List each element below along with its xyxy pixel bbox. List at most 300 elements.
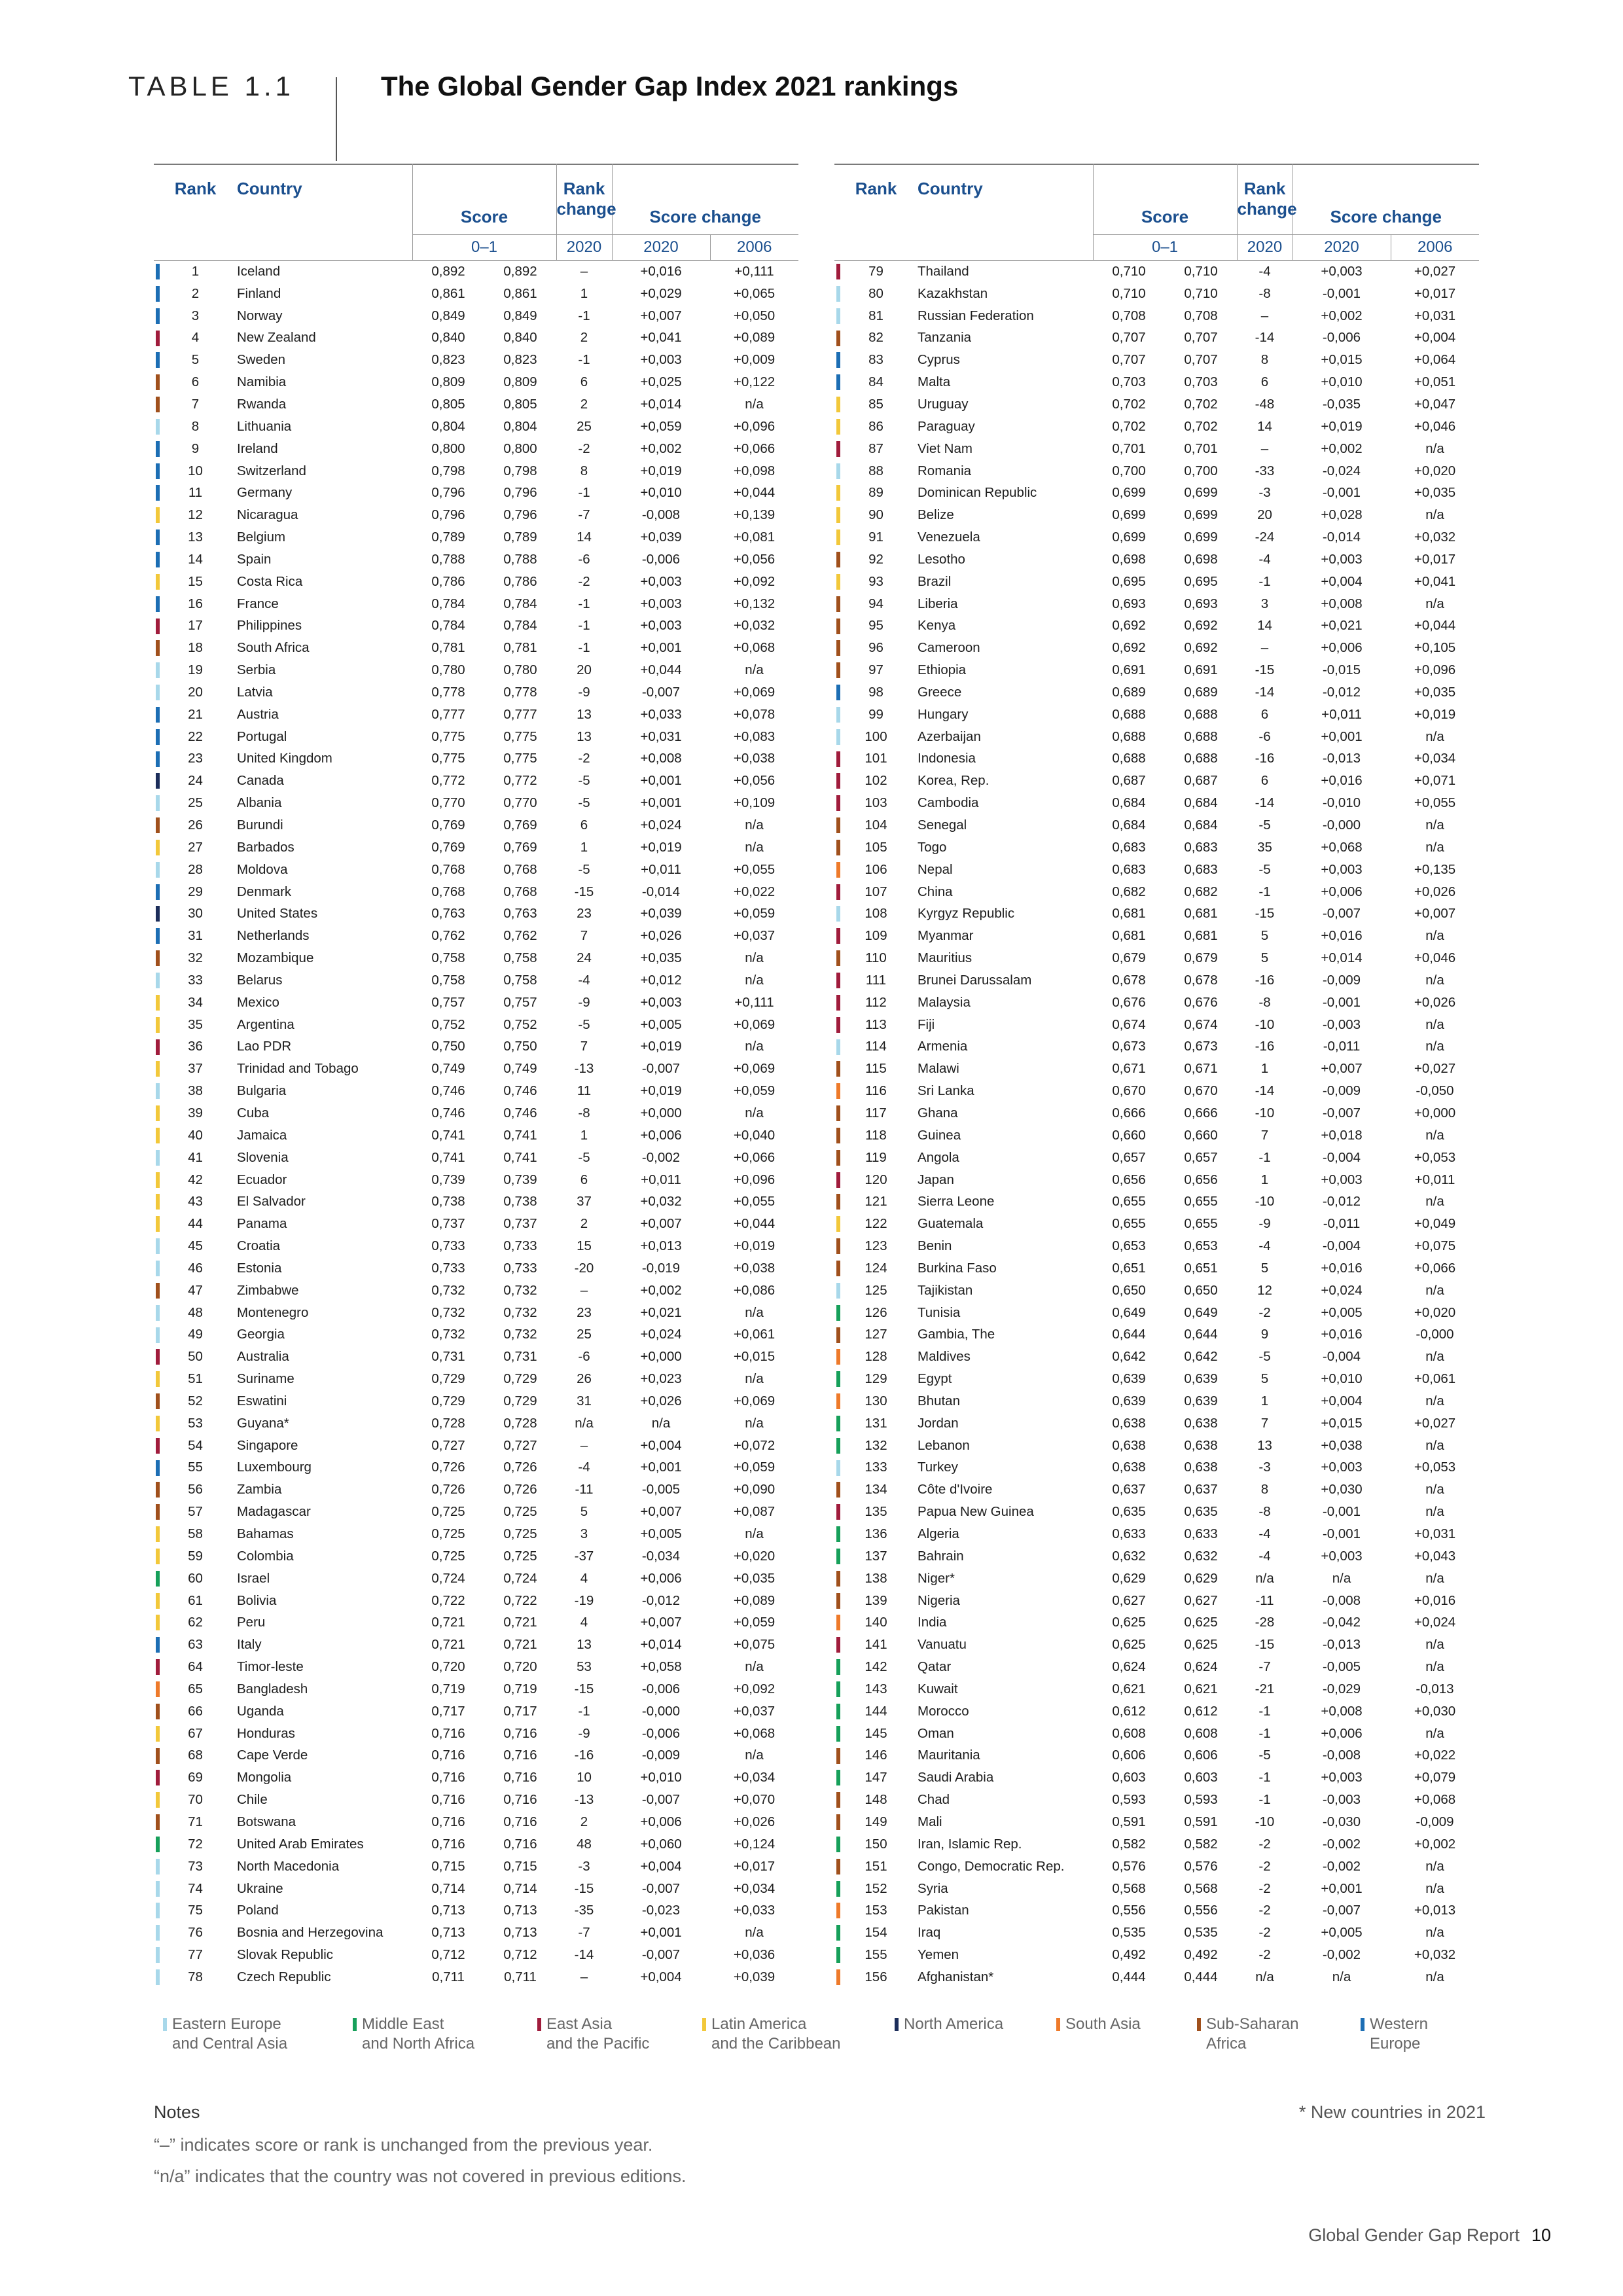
score-change-2006-cell: n/a <box>1425 440 1444 456</box>
table-row <box>154 460 798 482</box>
score-change-2020-cell: +0,026 <box>640 1393 682 1408</box>
score-change-2020-cell: +0,008 <box>1321 1703 1363 1719</box>
score-change-2020-cell: -0,002 <box>1322 1947 1361 1963</box>
region-marker <box>834 1899 849 1922</box>
score-change-2020-cell: +0,003 <box>640 994 682 1010</box>
region-color-bar <box>156 1969 160 1985</box>
region-marker <box>834 1412 849 1435</box>
score-2020-cell: 0,777 <box>503 706 537 722</box>
score-change-2020-cell: -0,023 <box>641 1903 681 1918</box>
rank-cell: 98 <box>868 684 883 700</box>
score-change-2020-cell: +0,003 <box>1321 1172 1363 1187</box>
score-change-2020-cell: +0,007 <box>640 1216 682 1232</box>
score-2020-cell: 0,556 <box>1184 1903 1218 1918</box>
region-marker <box>154 1723 168 1745</box>
legend-swatch <box>537 2018 541 2031</box>
region-marker <box>834 1723 849 1745</box>
rank-cell: 110 <box>865 950 887 966</box>
table-row <box>834 1435 1479 1457</box>
score-change-2006-cell: +0,027 <box>1414 263 1456 279</box>
rank-cell: 62 <box>188 1615 203 1630</box>
score-change-2006-cell: +0,038 <box>733 1260 776 1276</box>
country-cell: Bangladesh <box>237 1681 308 1696</box>
score-change-2006-cell: +0,035 <box>733 1570 776 1586</box>
region-color-bar <box>156 862 160 878</box>
region-marker <box>154 1213 168 1235</box>
table-row <box>154 1634 798 1656</box>
region-marker <box>154 1966 168 1988</box>
country-cell: Luxembourg <box>237 1460 312 1475</box>
score-2020-cell: 0,716 <box>503 1725 537 1741</box>
score-2020-cell: 0,691 <box>1184 662 1218 678</box>
rank-cell: 91 <box>868 529 883 545</box>
score-change-2020-cell: +0,019 <box>640 1039 682 1054</box>
score-cell: 0,763 <box>431 906 465 922</box>
score-cell: 0,692 <box>1112 640 1146 656</box>
score-cell: 0,651 <box>1112 1260 1146 1276</box>
rank-change-cell: 53 <box>577 1659 592 1675</box>
country-cell: Myanmar <box>918 928 974 944</box>
rank-cell: 99 <box>868 706 883 722</box>
rank-cell: 44 <box>188 1216 203 1232</box>
score-change-2020-cell: +0,044 <box>640 662 682 678</box>
rank-cell: 128 <box>865 1349 887 1365</box>
rank-change-cell: -15 <box>574 1681 594 1696</box>
region-marker <box>834 1568 849 1590</box>
rank-cell: 22 <box>188 728 203 744</box>
table-row <box>154 1412 798 1435</box>
table-row <box>154 637 798 659</box>
region-color-bar <box>836 308 840 324</box>
table-row <box>154 1147 798 1169</box>
table-row <box>834 416 1479 438</box>
table-row <box>834 1169 1479 1191</box>
rank-change-cell: – <box>580 1282 588 1298</box>
rank-change-cell: -16 <box>1255 972 1275 988</box>
score-2020-cell: 0,738 <box>503 1194 537 1210</box>
country-cell: Honduras <box>237 1725 295 1741</box>
score-2020-cell: 0,606 <box>1184 1748 1218 1763</box>
region-color-bar <box>836 1371 840 1387</box>
score-change-2006-cell: +0,040 <box>733 1127 776 1143</box>
score-2020-cell: 0,625 <box>1184 1637 1218 1653</box>
rank-change-cell: -11 <box>1255 1592 1274 1608</box>
score-change-2020-cell: +0,068 <box>1321 839 1363 855</box>
score-2020-cell: 0,674 <box>1184 1016 1218 1032</box>
country-cell: Ecuador <box>237 1172 287 1187</box>
rank-cell: 26 <box>188 817 203 833</box>
score-cell: 0,638 <box>1112 1437 1146 1453</box>
region-color-bar <box>836 1593 840 1609</box>
rank-cell: 67 <box>188 1725 203 1741</box>
table-row <box>834 1568 1479 1590</box>
country-cell: Iran, Islamic Rep. <box>918 1836 1022 1852</box>
region-marker <box>154 681 168 704</box>
score-change-2020-cell: +0,029 <box>640 285 682 301</box>
score-change-2020-cell: +0,015 <box>1321 1415 1363 1431</box>
table-row <box>154 393 798 416</box>
table-row <box>834 1611 1479 1634</box>
country-cell: Norway <box>237 308 283 323</box>
score-change-2006-cell: n/a <box>1425 1858 1444 1874</box>
country-cell: Georgia <box>237 1327 285 1342</box>
region-color-bar <box>156 1371 160 1387</box>
rank-change-cell: -3 <box>1258 485 1271 501</box>
legend-item <box>362 2015 474 2054</box>
table-row <box>154 1611 798 1634</box>
rank-cell: 45 <box>188 1238 203 1254</box>
legend-item <box>1065 2015 1141 2034</box>
table-number: TABLE 1.1 <box>128 71 294 101</box>
page-title: The Global Gender Gap Index 2021 rankings <box>381 71 959 101</box>
score-2020-cell: 0,715 <box>503 1858 537 1874</box>
rank-change-cell: -5 <box>1258 861 1271 877</box>
country-cell: Iraq <box>918 1925 941 1941</box>
rank-cell: 147 <box>865 1770 887 1785</box>
score-change-2020-cell: -0,004 <box>1322 1238 1361 1254</box>
score-change-2006-cell: n/a <box>1425 728 1444 744</box>
region-color-bar <box>156 1128 160 1143</box>
score-cell: 0,535 <box>1112 1925 1146 1941</box>
score-cell: 0,683 <box>1112 861 1146 877</box>
score-change-2020-cell: +0,038 <box>1321 1437 1363 1453</box>
rank-change-cell: 14 <box>577 529 592 545</box>
country-cell: Bolivia <box>237 1592 277 1608</box>
score-change-2020-cell: -0,002 <box>1322 1836 1361 1852</box>
rank-cell: 100 <box>865 728 887 744</box>
region-marker <box>154 1102 168 1124</box>
score-change-2020-cell: +0,003 <box>640 618 682 634</box>
table-row <box>154 1457 798 1479</box>
rank-cell: 122 <box>865 1216 887 1232</box>
score-cell: 0,727 <box>431 1437 465 1453</box>
score-change-2020-cell: +0,002 <box>1321 308 1363 323</box>
region-color-bar <box>836 1637 840 1653</box>
country-cell: Zimbabwe <box>237 1282 299 1298</box>
score-cell: 0,711 <box>432 1969 465 1984</box>
region-marker <box>154 1346 168 1368</box>
rank-cell: 38 <box>188 1083 203 1099</box>
score-cell: 0,716 <box>431 1814 465 1829</box>
region-color-bar <box>836 1726 840 1742</box>
table-row <box>834 881 1479 903</box>
region-marker <box>154 349 168 371</box>
country-cell: Israel <box>237 1570 270 1586</box>
score-change-2006-cell: +0,122 <box>733 374 776 390</box>
score-2020-cell: 0,733 <box>503 1238 537 1254</box>
rank-cell: 55 <box>188 1460 203 1475</box>
score-change-2006-cell: n/a <box>745 950 764 966</box>
header-country: Country <box>237 179 302 198</box>
region-color-bar <box>836 1837 840 1852</box>
table-row <box>834 1368 1479 1390</box>
score-change-2006-cell: +0,031 <box>1414 308 1456 323</box>
region-color-bar <box>836 1615 840 1630</box>
table-row <box>834 1922 1479 1944</box>
region-color-bar <box>156 1150 160 1166</box>
region-color-bar <box>836 1261 840 1276</box>
rank-change-cell: n/a <box>1255 1969 1274 1984</box>
score-cell: 0,688 <box>1112 751 1146 766</box>
score-change-2020-cell: +0,001 <box>640 1925 682 1941</box>
rank-change-cell: -48 <box>1255 396 1275 412</box>
region-color-bar <box>836 884 840 900</box>
score-change-2020-cell: +0,011 <box>1321 706 1362 722</box>
country-cell: China <box>918 884 953 899</box>
score-cell: 0,712 <box>431 1947 465 1963</box>
region-marker <box>834 681 849 704</box>
score-cell: 0,676 <box>1112 994 1146 1010</box>
score-cell: 0,710 <box>1112 285 1146 301</box>
country-cell: Moldova <box>237 861 288 877</box>
score-change-2006-cell: n/a <box>1425 1039 1444 1054</box>
region-marker <box>834 1302 849 1324</box>
table-row <box>834 1944 1479 1966</box>
score-change-2006-cell: n/a <box>745 1925 764 1941</box>
rank-change-cell: -21 <box>1255 1681 1275 1696</box>
region-marker <box>834 305 849 327</box>
region-marker <box>154 992 168 1014</box>
table-row <box>834 637 1479 659</box>
region-marker <box>834 327 849 350</box>
country-cell: Finland <box>237 285 281 301</box>
rank-change-cell: 8 <box>580 463 588 478</box>
table-row <box>154 260 798 283</box>
score-cell: 0,716 <box>431 1725 465 1741</box>
score-change-2006-cell: +0,026 <box>1414 994 1456 1010</box>
score-change-2006-cell: +0,111 <box>734 994 774 1010</box>
score-change-2006-cell: +0,061 <box>733 1327 776 1342</box>
table-row <box>834 748 1479 770</box>
rank-change-cell: 1 <box>1260 1061 1269 1077</box>
score-change-2006-cell: +0,044 <box>733 1216 776 1232</box>
region-color-bar <box>156 1615 160 1630</box>
rank-cell: 148 <box>865 1792 887 1808</box>
score-2020-cell: 0,861 <box>503 285 537 301</box>
score-change-2020-cell: -0,001 <box>1322 285 1361 301</box>
region-color-bar <box>156 1039 160 1055</box>
table-row <box>154 1124 798 1147</box>
rank-change-cell: n/a <box>1255 1570 1274 1586</box>
table-row <box>154 1257 798 1280</box>
header-score: Score <box>1093 199 1237 235</box>
region-marker <box>834 1014 849 1036</box>
score-change-2020-cell: -0,007 <box>641 1880 681 1896</box>
score-2020-cell: 0,800 <box>503 440 537 456</box>
score-change-2020-cell: -0,003 <box>1322 1016 1361 1032</box>
region-color-bar <box>836 1504 840 1520</box>
country-cell: United States <box>237 906 318 922</box>
region-marker <box>834 947 849 969</box>
table-row <box>154 1014 798 1036</box>
rank-cell: 115 <box>865 1061 887 1077</box>
score-cell: 0,757 <box>431 994 465 1010</box>
score-2020-cell: 0,692 <box>1184 618 1218 634</box>
table-row <box>154 1390 798 1412</box>
rank-change-cell: -4 <box>578 972 590 988</box>
rank-change-cell: -4 <box>1258 1238 1271 1254</box>
country-cell: Dominican Republic <box>918 485 1037 501</box>
score-change-2020-cell: +0,014 <box>1321 950 1363 966</box>
score-2020-cell: 0,660 <box>1184 1127 1218 1143</box>
region-marker <box>834 1678 849 1700</box>
region-color-bar <box>156 1837 160 1852</box>
score-change-2006-cell: n/a <box>745 972 764 988</box>
rank-change-cell: -8 <box>1258 994 1271 1010</box>
score-change-2020-cell: +0,011 <box>641 1172 681 1187</box>
rank-change-cell: n/a <box>575 1415 594 1431</box>
region-color-bar <box>836 1238 840 1254</box>
score-change-2006-cell: +0,135 <box>1414 861 1456 877</box>
region-marker <box>834 1745 849 1767</box>
table-row <box>834 1390 1479 1412</box>
rank-cell: 20 <box>188 684 203 700</box>
score-2020-cell: 0,689 <box>1184 684 1218 700</box>
score-change-2006-cell: +0,032 <box>733 618 776 634</box>
region-marker <box>834 637 849 659</box>
score-2020-cell: 0,698 <box>1184 551 1218 567</box>
region-color-bar <box>156 1881 160 1897</box>
score-change-2020-cell: +0,060 <box>640 1836 682 1852</box>
score-change-2006-cell: n/a <box>1425 1349 1444 1365</box>
country-cell: Guinea <box>918 1127 961 1143</box>
score-cell: 0,693 <box>1112 596 1146 611</box>
region-color-bar <box>156 995 160 1011</box>
region-color-bar <box>836 1416 840 1431</box>
rank-cell: 92 <box>868 551 883 567</box>
score-change-2020-cell: +0,008 <box>640 751 682 766</box>
region-color-bar <box>836 1327 840 1343</box>
region-marker <box>154 327 168 350</box>
score-2020-cell: 0,728 <box>503 1415 537 1431</box>
header-2020: 2020 <box>1237 235 1293 260</box>
country-cell: Sri Lanka <box>918 1083 974 1099</box>
score-change-2020-cell: +0,006 <box>1321 884 1363 899</box>
rank-cell: 114 <box>865 1039 887 1054</box>
score-cell: 0,695 <box>1112 573 1146 589</box>
score-change-2020-cell: +0,013 <box>640 1238 682 1254</box>
rank-cell: 102 <box>865 773 887 789</box>
table-row <box>154 571 798 593</box>
score-change-2006-cell: +0,098 <box>733 463 776 478</box>
score-2020-cell: 0,716 <box>503 1836 537 1852</box>
rank-change-cell: -3 <box>578 1858 590 1874</box>
country-cell: Slovenia <box>237 1149 289 1165</box>
score-cell: 0,681 <box>1112 906 1146 922</box>
table-row <box>834 726 1479 748</box>
region-marker <box>834 1235 849 1257</box>
rank-change-cell: 7 <box>1260 1415 1269 1431</box>
rank-cell: 106 <box>865 861 887 877</box>
score-2020-cell: 0,702 <box>1184 396 1218 412</box>
country-cell: Switzerland <box>237 463 306 478</box>
score-2020-cell: 0,725 <box>503 1526 537 1542</box>
table-row <box>154 1235 798 1257</box>
header-rank-change-2: change <box>556 199 612 235</box>
rankings-table-left <box>154 164 798 1988</box>
score-change-2020-cell: +0,031 <box>640 728 682 744</box>
score-cell: 0,603 <box>1112 1770 1146 1785</box>
table-row <box>834 460 1479 482</box>
score-change-2006-cell: +0,019 <box>733 1238 776 1254</box>
region-color-bar <box>836 1482 840 1498</box>
score-cell: 0,576 <box>1112 1858 1146 1874</box>
region-color-bar <box>836 1083 840 1099</box>
score-2020-cell: 0,642 <box>1184 1349 1218 1365</box>
rank-cell: 49 <box>188 1327 203 1342</box>
region-color-bar <box>156 884 160 900</box>
score-2020-cell: 0,752 <box>503 1016 537 1032</box>
table-row <box>154 814 798 836</box>
region-marker <box>154 1634 168 1656</box>
table-row <box>154 1856 798 1878</box>
score-cell: 0,769 <box>431 839 465 855</box>
region-color-bar <box>836 552 840 567</box>
table-row <box>154 1789 798 1811</box>
region-marker <box>834 770 849 792</box>
region-color-bar <box>836 1881 840 1897</box>
score-cell: 0,698 <box>1112 551 1146 567</box>
region-marker <box>154 526 168 548</box>
header-score-change: Score change <box>1293 199 1479 235</box>
rank-change-cell: 7 <box>580 928 588 944</box>
country-cell: Cuba <box>237 1105 270 1121</box>
region-marker <box>834 792 849 814</box>
table-row <box>834 1856 1479 1878</box>
country-cell: Nepal <box>918 861 953 877</box>
region-color-bar <box>836 1017 840 1033</box>
table-row <box>834 1080 1479 1102</box>
region-color-bar <box>836 1039 840 1055</box>
score-2020-cell: 0,719 <box>503 1681 537 1696</box>
header-score: Score <box>412 199 556 235</box>
score-change-2006-cell: +0,037 <box>733 1703 776 1719</box>
region-marker <box>834 969 849 992</box>
region-color-bar <box>156 1571 160 1587</box>
region-marker <box>154 1856 168 1878</box>
region-color-bar <box>836 995 840 1011</box>
score-2020-cell: 0,796 <box>503 507 537 523</box>
rank-change-cell: -13 <box>574 1061 594 1077</box>
score-2020-cell: 0,849 <box>503 308 537 323</box>
rank-cell: 78 <box>188 1969 203 1984</box>
region-marker <box>154 1147 168 1169</box>
score-2020-cell: 0,656 <box>1184 1172 1218 1187</box>
region-color-bar <box>836 1681 840 1697</box>
table-row <box>154 1435 798 1457</box>
table-row <box>834 1590 1479 1612</box>
score-change-2006-cell: +0,096 <box>733 418 776 434</box>
table-row <box>834 571 1479 593</box>
region-marker <box>154 1656 168 1678</box>
score-2020-cell: 0,701 <box>1184 440 1218 456</box>
table-row <box>154 726 798 748</box>
score-change-2020-cell: +0,006 <box>640 1570 682 1586</box>
score-change-2006-cell: n/a <box>1425 1504 1444 1520</box>
country-cell: Thailand <box>918 263 969 279</box>
rank-change-cell: -2 <box>1258 1304 1271 1320</box>
region-color-bar <box>836 1659 840 1675</box>
score-2020-cell: 0,716 <box>503 1792 537 1808</box>
rank-change-cell: -2 <box>578 751 590 766</box>
region-marker <box>154 593 168 615</box>
rank-cell: 93 <box>868 573 883 589</box>
score-2020-cell: 0,649 <box>1184 1304 1218 1320</box>
score-2020-cell: 0,671 <box>1184 1061 1218 1077</box>
score-2020-cell: 0,639 <box>1184 1371 1218 1387</box>
score-cell: 0,746 <box>431 1105 465 1121</box>
score-change-2020-cell: +0,003 <box>1321 551 1363 567</box>
